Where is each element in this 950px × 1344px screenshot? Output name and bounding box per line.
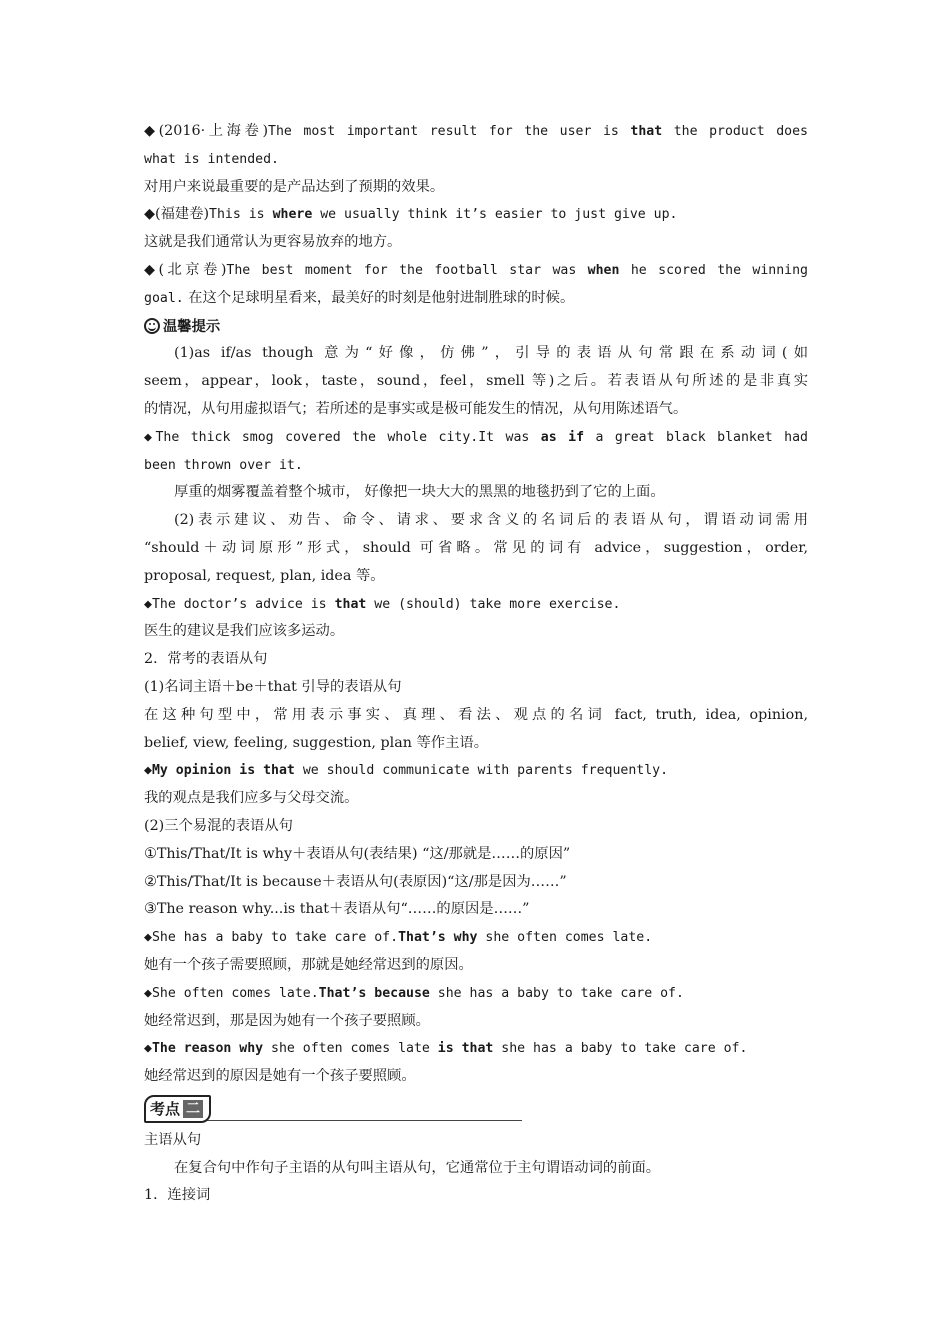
translation: 她经常迟到的原因是她有一个孩子要照顾。	[144, 1068, 416, 1085]
tip-paragraph: “should＋动词原形”形式，should 可省略。常见的词有 advice，suggestion，order,	[144, 539, 808, 556]
example-sentence: ◆(福建卷)This is where we usually think it’s easier to just give up.	[144, 206, 678, 223]
translation: 这就是我们通常认为更容易放弃的地方。	[144, 234, 402, 251]
list-item: ①This/That/It is why＋表语从句(表结果) “这/那就是……的原因”	[144, 845, 571, 862]
translation: 对用户来说最重要的是产品达到了预期的效果。	[144, 178, 445, 195]
section-title: 主语从句	[144, 1131, 202, 1148]
example-sentence: ◆(2016·上海卷)The most important result for the user is that the product does	[144, 123, 808, 139]
tip-paragraph: proposal, request, plan, idea 等。	[144, 567, 385, 584]
example-sentence-cont: what is intended.	[144, 151, 279, 167]
tip-header	[144, 313, 808, 341]
translation: 医生的建议是我们应该多运动。	[144, 623, 345, 640]
tip-paragraph: 的情况，从句用虚拟语气；若所述的是事实或是极可能发生的情况，从句用陈述语气。	[144, 400, 688, 417]
example-sentence: ◆(北京卷)The best moment for the football star was when he scored the winning	[144, 261, 808, 278]
translation: 她经常迟到，那是因为她有一个孩子要照顾。	[144, 1012, 430, 1029]
tip-paragraph: (1)as if/as though 意为“好像，仿佛”，引导的表语从句常跟在系动词(如	[174, 345, 808, 362]
paragraph: 在复合句中作句子主语的从句叫主语从句，它通常位于主句谓语动词的前面。	[174, 1159, 661, 1176]
smiley-icon	[144, 318, 160, 334]
subheading: (1)名词主语＋be＋that 引导的表语从句	[144, 678, 402, 695]
list-item: ②This/That/It is because＋表语从句(表原因)“这/那是因为……”	[144, 873, 567, 890]
paragraph: belief, view, feeling, suggestion, plan 等作主语。	[144, 734, 488, 751]
example-sentence-cont: been thrown over it.	[144, 457, 303, 473]
example-sentence: ◆My opinion is that we should communicate with parents frequently.	[144, 763, 669, 779]
kaodian-label: 考点	[150, 1100, 181, 1119]
example-sentence: ◆She has a baby to take care of.That’s why she often comes late.	[144, 930, 653, 946]
translation: 她有一个孩子需要照顾，那就是她经常迟到的原因。	[144, 956, 473, 973]
paragraph: 在这种句型中，常用表示事实、真理、看法、观点的名词 fact, truth, idea, opinion,	[144, 706, 808, 723]
kaodian-header	[144, 1093, 808, 1123]
example-sentence: ◆The doctor’s advice is that we (should) take more exercise.	[144, 596, 621, 612]
section-heading: 2．常考的表语从句	[144, 651, 268, 668]
document-page	[144, 118, 808, 1210]
example-sentence: ◆She often comes late.That’s because she has a baby to take care of.	[144, 985, 684, 1001]
list-item: 1．连接词	[144, 1187, 211, 1204]
tip-paragraph: seem，appear，look，taste，sound，feel，smell 等)之后。若表语从句所述的是非真实	[144, 373, 808, 390]
example-sentence-cont: goal. 在这个足球明星看来，最美好的时刻是他射进制胜球的时候。	[144, 289, 575, 306]
example-sentence: ◆The reason why she often comes late is that she has a baby to take care of.	[144, 1041, 748, 1057]
divider	[204, 1120, 522, 1121]
tip-title: 温馨提示	[163, 319, 221, 336]
translation: 厚重的烟雾覆盖着整个城市， 好像把一块大大的黑黑的地毯扔到了它的上面。	[174, 484, 665, 501]
kaodian-badge	[144, 1095, 211, 1123]
translation: 我的观点是我们应多与父母交流。	[144, 790, 359, 807]
example-sentence: ◆The thick smog covered the whole city.It was as if a great black blanket had	[144, 429, 808, 445]
list-item: ③The reason why...is that＋表语从句“……的原因是……”	[144, 901, 530, 918]
tip-paragraph: (2)表示建议、劝告、命令、请求、要求含义的名词后的表语从句，谓语动词需用	[174, 512, 808, 529]
subheading: (2)三个易混的表语从句	[144, 817, 293, 834]
kaodian-number: 二	[183, 1100, 203, 1118]
